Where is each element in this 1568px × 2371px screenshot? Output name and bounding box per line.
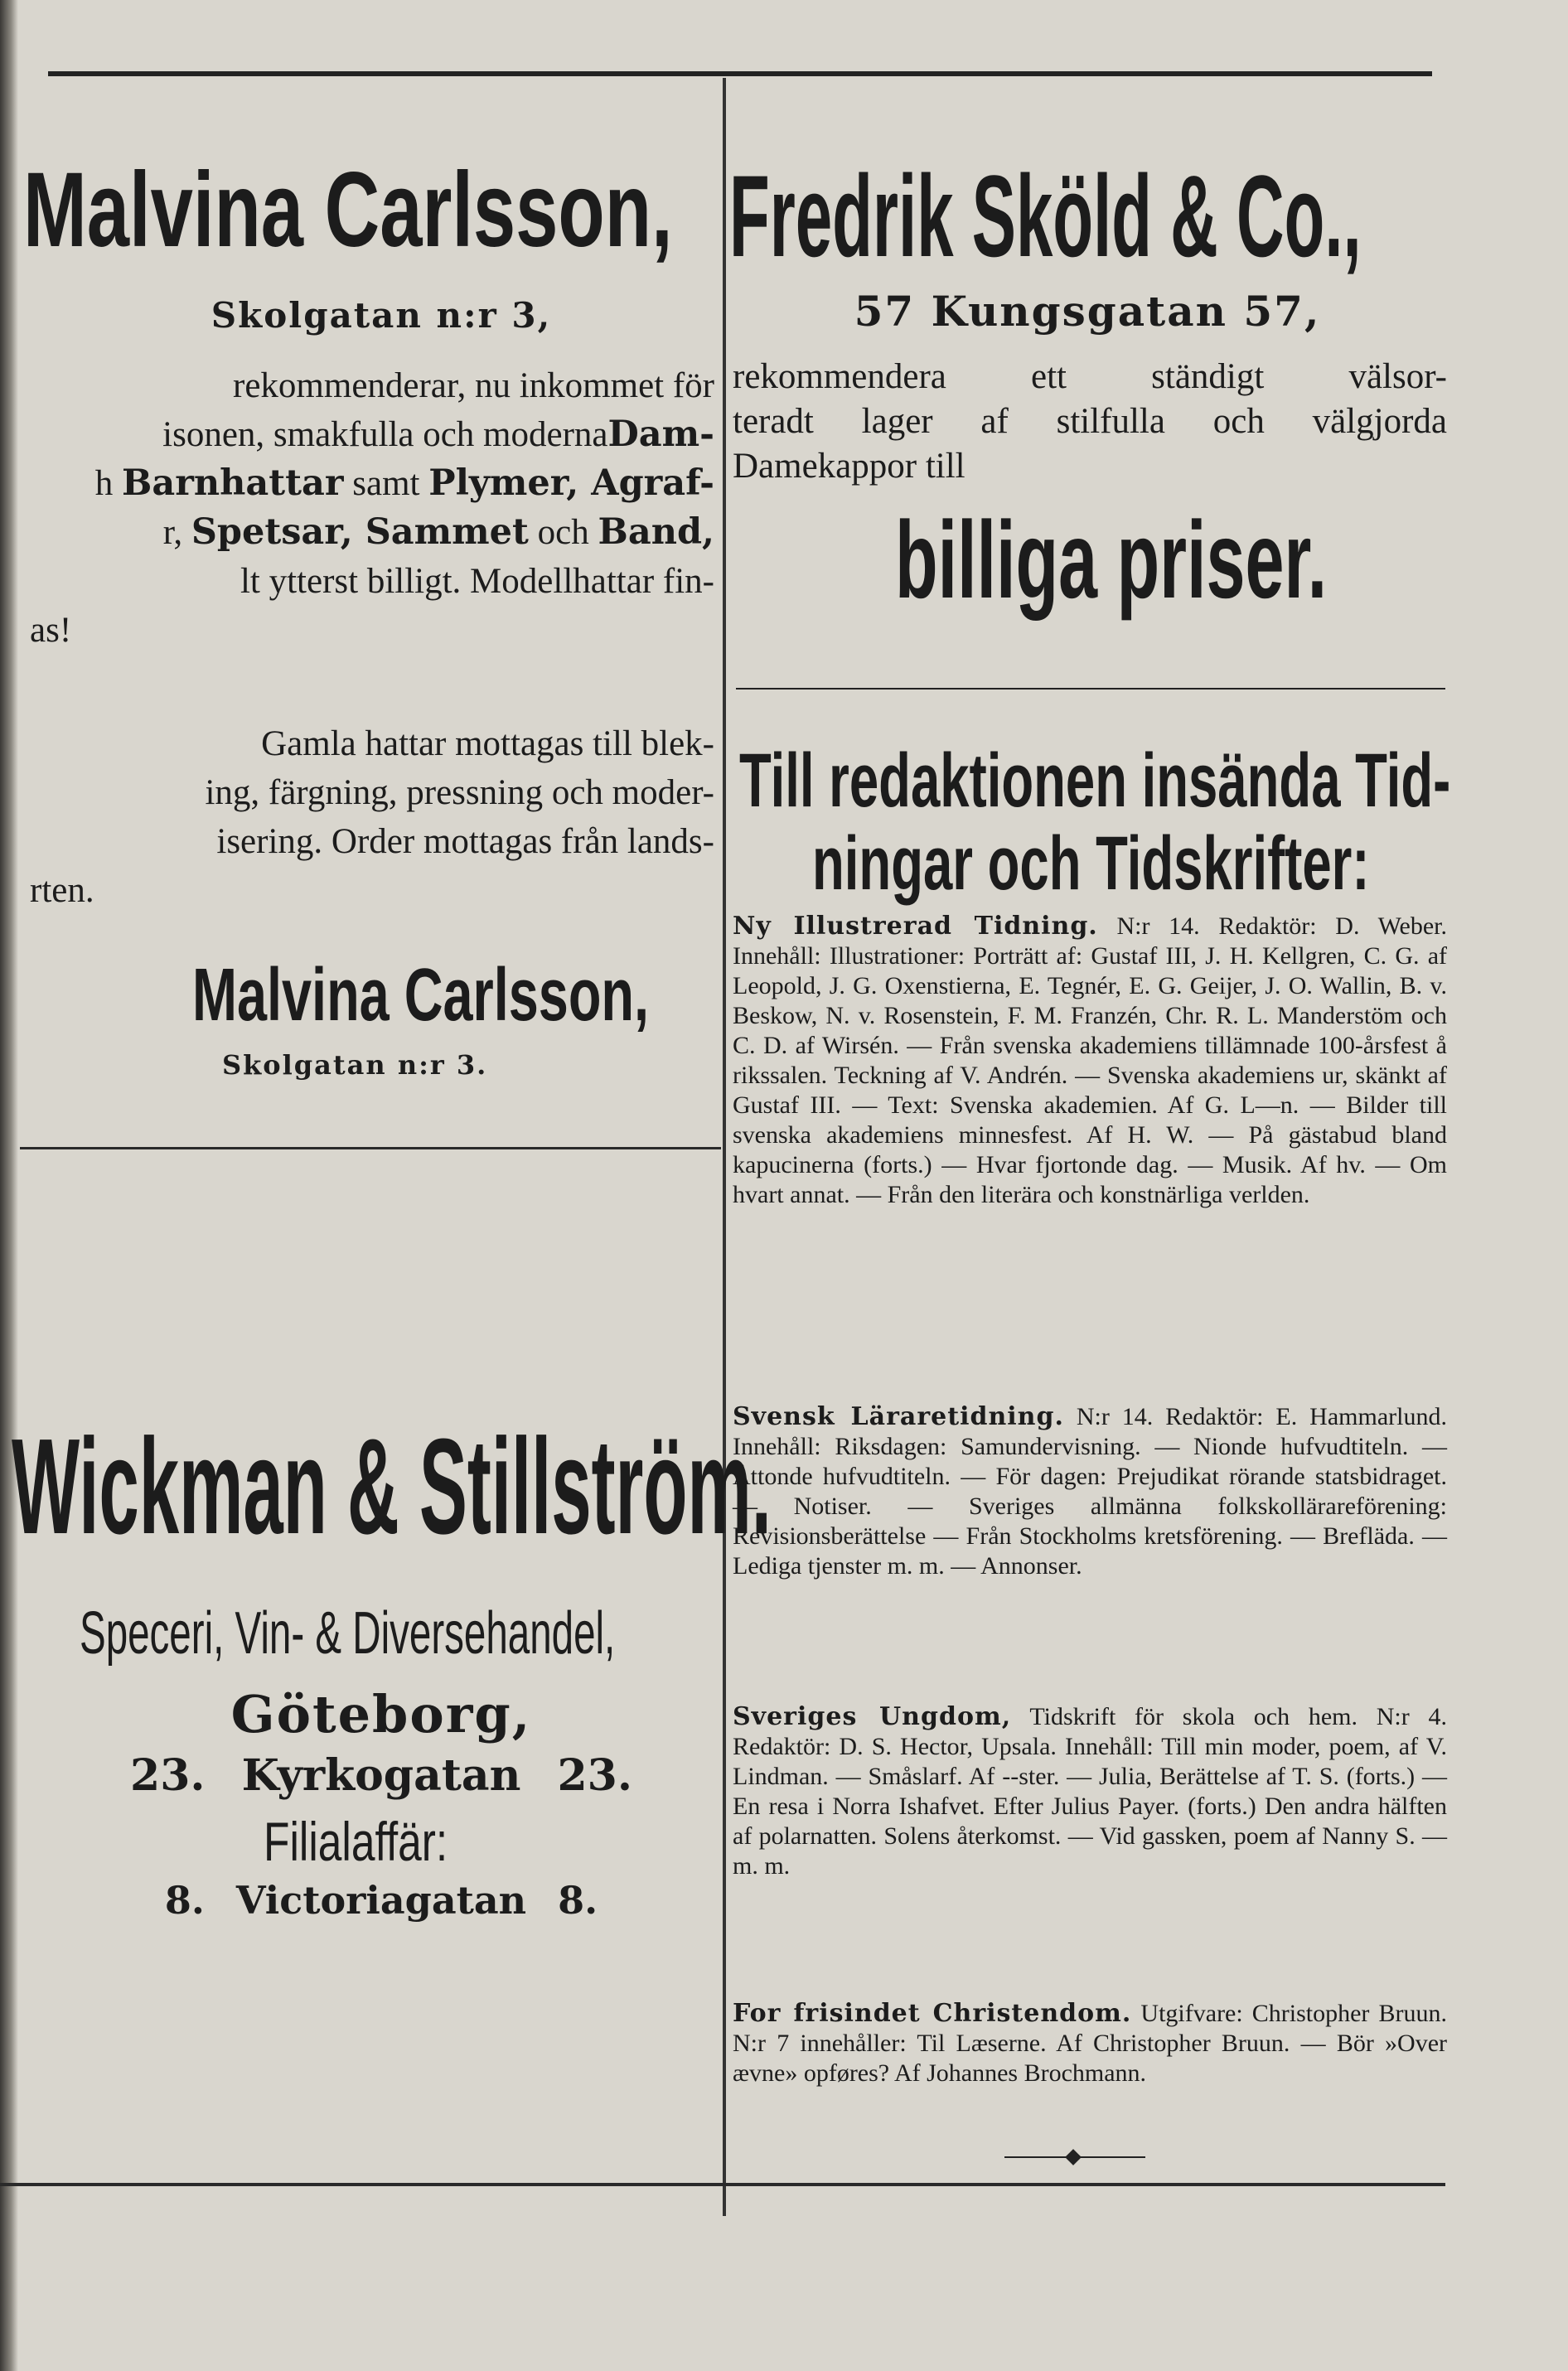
ad-wickman-trade: Speceri, Vin- & Diversehandel, [80,1600,616,1667]
page-binding-edge [0,0,18,2371]
left-section-rule [20,1147,721,1149]
ad-wickman-city: Göteborg, [230,1684,532,1744]
top-rule [48,71,1432,76]
entry-svensk-lararetidning [733,1402,1447,1581]
section-title-line2: ningar och Tidskrifter: [812,821,1370,906]
text-bold: Band, [598,511,714,553]
ad-malvina-paragraph-1 [30,361,714,655]
ad-malvina-signature: Malvina Carlsson, [192,954,649,1037]
entry-title: Svensk Läraretidning. [733,1402,1064,1431]
text-line: lt ytterst billigt. Modellhattar fin- [240,562,714,601]
text-line [30,459,714,508]
entry-body: N:r 14. Redaktör: E. Hammarlund. Innehåll: Riksdagen: Samundervisning. — Nionde hufvudtiteln. — Åttonde hufvudtiteln. — För dagen: Prejudikat rörande statsbidraget. — Notiser. — Sveriges allmänna folkskollärareförening: Revisionsberättelse — Från Stockholms kretsförening. — Brefläda. — Lediga tjenster m. m. — Annonser. [733,1403,1447,1580]
ad-wickman-title: Wickman & Stillström. [12,1411,772,1562]
text-span: och [528,513,598,552]
text-line [30,410,714,459]
text-line: teradt lager af stilfulla och välgjorda [733,402,1447,441]
entry-body: N:r 14. Redaktör: D. Weber. Innehåll: Illustrationer: Porträtt af: Gustaf III, J. H. Kellgren, C. G. af Leopold, J. G. Oxenstierna, E. Tegnér, E. G. Geijer, J. O. Wallin, B. v. Beskow, N. v. Rosenstein, F. M. Franzén, Chr. R. L. Manderstöm och C. D. af Wirsén. — Från svenska akademiens tillämnade 100-årsfest å rikssalen. Teckning af V. Andrén. — Svenska akademiens ur, skänkt af Gustaf III. — Text: Svenska akademien. Af G. L—n. — Bilder till svenska akademiens minnesfest. Af H. W. — På gästabud bland kapucinerna (forts.) — Hvar fjortonde dag. — Musik. Af hv. — Om hvart annat. — Från den literära och konstnärliga verlden. [733,912,1447,1208]
text-line: rekommendera ett ständigt välsor- [733,357,1447,396]
section-title-line1: Till redaktionen insända Tid- [739,738,1451,823]
ad-malvina-paragraph-2 [30,719,714,915]
text-span: samt [343,464,429,503]
right-section-rule [736,688,1445,690]
ad-wickman-street: 23. Kyrkogatan 23. [130,1750,632,1801]
entry-sveriges-ungdom [733,1702,1447,1881]
ad-skold-address: 57 Kungsgatan 57, [854,287,1321,336]
ad-wickman-branch-street: 8. Victoriagatan 8. [164,1878,598,1923]
entry-body: Tidskrift för skola och hem. N:r 4. Redaktör: D. S. Hector, Upsala. Innehåll: Till min moder, poem, af V. Lindman. — Småslarf. Af --ster. — Julia, Berättelse af T. S. (forts.) — En resa i Norra Ishafvet. Efter Julius Payer. (forts.) Den andra hälften af polarnatten. Solens återkomst. — Vid gassken, poem af Nanny S. — m. m. [733,1703,1447,1880]
entry-body: Utgifvare: Christopher Bruun. N:r 7 innehåller: Til Læserne. Af Christopher Bruun. — Bör »Over ævne» opføres? Af Johannes Brochmann. [733,2000,1447,2087]
entry-ny-illustrerad [733,912,1447,1210]
column-divider [723,78,726,2216]
text-line: Damekappor till [733,447,965,486]
text-bold: Dam- [607,414,714,455]
bottom-rule [0,2183,1445,2186]
text-line: rten. [30,871,94,910]
ad-malvina-title: Malvina Carlsson, [23,151,673,269]
text-bold: Spetsar, Sammet [191,511,529,553]
text-line: rekommenderar, nu inkommet för [233,366,714,405]
end-ornament-diamond [1065,2149,1082,2165]
text-span: h [94,464,123,503]
text-line: Gamla hattar mottagas till blek- [261,724,714,763]
ad-skold-big: billiga priser. [895,499,1328,621]
ad-malvina-signature-address: Skolgatan n:r 3. [222,1049,488,1081]
ad-wickman-branch: Filialaffär: [264,1811,448,1872]
ad-skold-text [733,355,1447,489]
ad-malvina-address: Skolgatan n:r 3, [211,295,552,336]
text-line: ing, färgning, pressning och moder- [205,773,714,812]
text-span: isonen, smakfulla och moderna [162,415,608,454]
text-line: as! [30,611,72,650]
text-span: r, [162,513,191,552]
ad-skold-title: Fredrik Sköld & Co., [729,151,1362,281]
text-bold: Plymer, Agraf- [428,462,714,504]
text-bold: Barnhattar [122,462,344,504]
entry-title: Sveriges Ungdom, [733,1702,1012,1731]
entry-title: Ny Illustrerad Tidning. [733,912,1098,941]
entry-frisindet-christendom [733,1999,1447,2088]
text-line: isering. Order mottagas från lands- [216,822,714,861]
text-line [30,508,714,557]
entry-title: For frisindet Christendom. [733,1999,1132,2028]
